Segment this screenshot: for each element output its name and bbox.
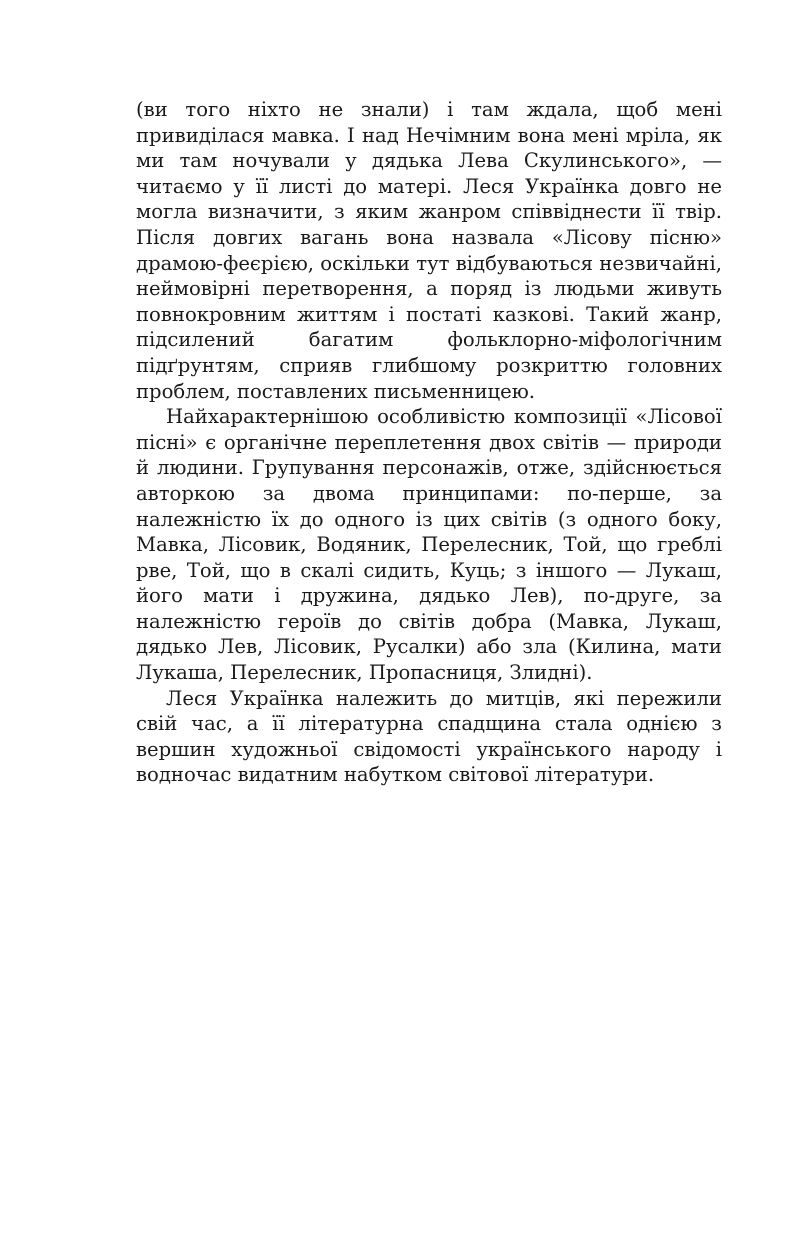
paragraph-continuation: (ви того ніхто не знали) і там ждала, щоб мені привиділася мавка. І над Нечімним вона мені мріла, як ми там ночували у дядька Лева Скулинського», — читаємо у її листі до матері. Леся Українка довго не могла визначити, з яким жанром співвіднести її твір. Після довгих вагань вона назвала «Лісову пісню» драмою-феєрією, оскільки тут відбуваються незвичайні, неймовірні перетворення, а поряд із людьми живуть повнокровним життям і постаті казкові. Такий жанр, підсилений багатим фольклорно-міфологічним підґрунтям, сприяв глибшому розкриттю головних проблем, поставлених письменницею.	[136, 98, 722, 403]
body-text	[136, 97, 722, 788]
paragraph-composition: Найхарактернішою особливістю композиції «Лісової пісні» є органічне переплетення двох світів — природи й людини. Групування персонажів, отже, здійснюється авторкою за двома принципами: по-перше, за належністю їх до одного із цих світів (з одного боку, Мавка, Лісовик, Водяник, Перелесник, Той, що греблі рве, Той, що в скалі сидить, Куць; з іншого — Лукаш, його мати і дружина, дядько Лев), по-друге, за належністю героїв до світів добра (Мавка, Лукаш, дядько Лев, Лісовик, Русалки) або зла (Килина, мати Лукаша, Перелесник, Пропасниця, Злидні).	[136, 405, 722, 685]
paragraph-legacy: Леся Українка належить до митців, які пережили свій час, а її літературна спадщина стала однією з вершин художньої свідомості українського народу і водночас видатним набутком світової літератури.	[136, 686, 722, 787]
